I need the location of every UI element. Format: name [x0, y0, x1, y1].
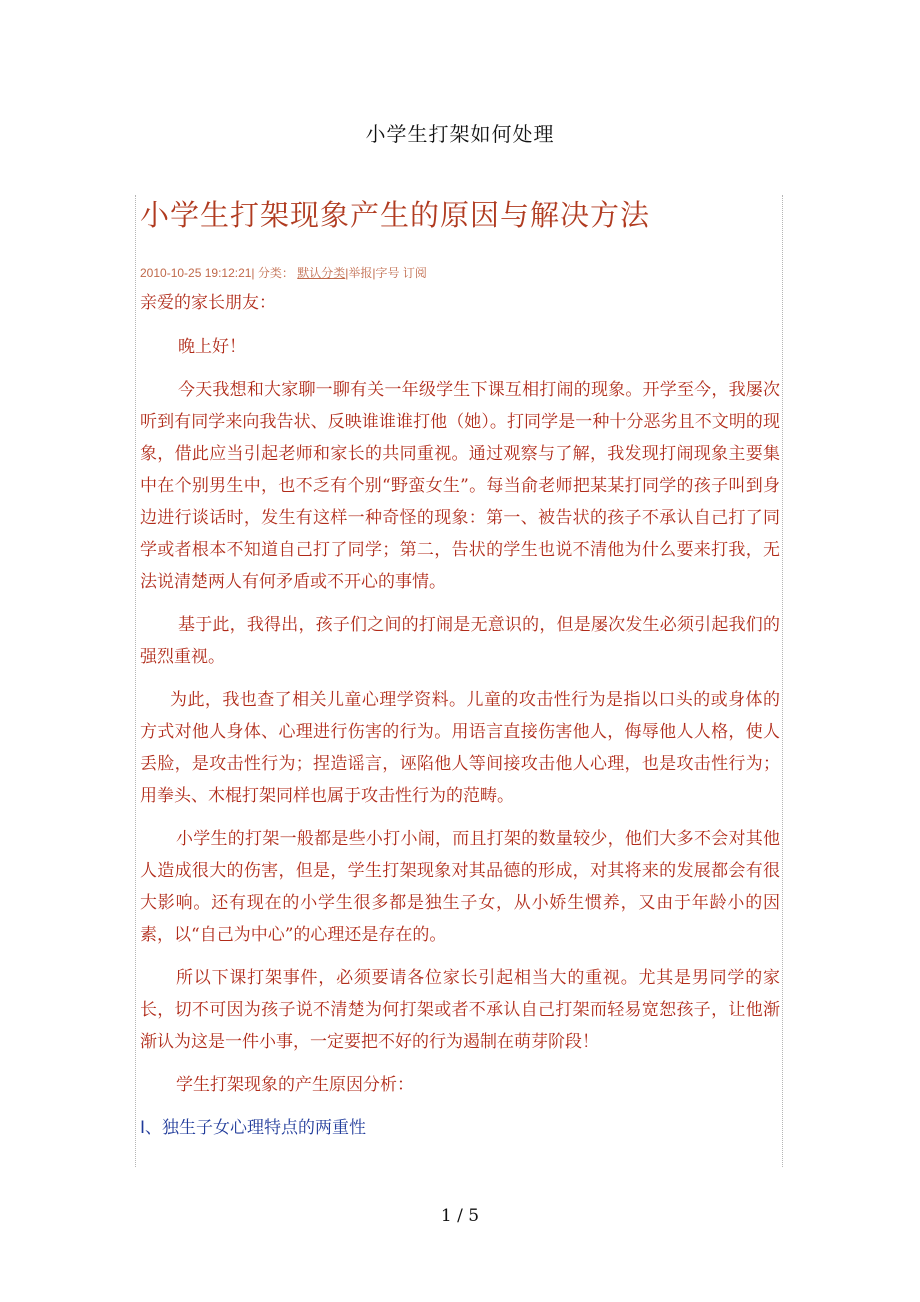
article-title: 小学生打架现象产生的原因与解决方法 [140, 198, 651, 232]
category-link[interactable]: 默认分类 [297, 266, 346, 280]
meta-separator: | [345, 266, 349, 280]
salutation: 亲爱的家长朋友： [140, 293, 276, 313]
post-datetime: 2010-10-25 19:12:21| [140, 266, 255, 280]
paragraph: 为此，我也查了相关儿童心理学资料。儿童的攻击性行为是指以口头的或身体的方式对他人身体、心理进行伤害的行为。用语言直接伤害他人，侮辱他人人格，使人丢脸，是攻击性行为；捏造谣言，诬陷他人等间接攻击他人心理，也是攻击性行为；用拳头、木棍打架同样也属于攻击性行为的范畴。 [140, 690, 780, 806]
meta-separator: | [372, 266, 376, 280]
section-heading-text: 、独生子女心理特点的两重性 [145, 1118, 367, 1138]
category-label: 分类： [257, 266, 294, 280]
paragraph: 所以下课打架事件，必须要请各位家长引起相当大的重视。尤其是男同学的家长，切不可因为孩子说不清楚为何打架或者不承认自己打架而轻易宽恕孩子，让他渐渐认为这是一件小事，一定要把不好的行为遏制在萌芽阶段！ [140, 968, 780, 1052]
article-meta [140, 264, 427, 281]
subscribe-link[interactable]: 订阅 [402, 266, 427, 280]
report-link[interactable]: 举报 [348, 266, 373, 280]
paragraph: 学生打架现象的产生原因分析： [176, 1075, 414, 1095]
paragraph: 基于此，我得出，孩子们之间的打闹是无意识的，但是屡次发生必须引起我们的强烈重视。 [140, 615, 780, 667]
section-number: Ⅰ [140, 1118, 146, 1137]
greeting: 晚上好！ [178, 337, 246, 357]
page-number: 1 / 5 [440, 1206, 480, 1226]
article-body [140, 287, 780, 1155]
section-heading [140, 1112, 780, 1144]
paragraph: 小学生的打架一般都是些小打小闹，而且打架的数量较少，他们大多不会对其他人造成很大的伤害，但是，学生打架现象对其品德的形成，对其将来的发展都会有很大影响。还有现在的小学生很多都是独生子女，从小娇生惯养，又由于年龄小的因素，以“自己为中心”的心理还是存在的。 [140, 829, 780, 945]
document-title: 小学生打架如何处理 [365, 122, 555, 146]
paragraph: 今天我想和大家聊一聊有关一年级学生下课互相打闹的现象。开学至今，我屡次听到有同学来向我告状、反映谁谁谁打他（她）。打同学是一种十分恶劣且不文明的现象，借此应当引起老师和家长的共同重视。通过观察与了解，我发现打闹现象主要集中在个别男生中，也不乏有个别“野蛮女生”。每当俞老师把某某打同学的孩子叫到身边进行谈话时，发生有这样一种奇怪的现象：第一、被告状的孩子不承认自己打了同学或者根本不知道自己打了同学；第二，告状的学生也说不清他为什么要来打我，无法说清楚两人有何矛盾或不开心的事情。 [140, 380, 780, 592]
font-size-link[interactable]: 字号 [375, 266, 400, 280]
